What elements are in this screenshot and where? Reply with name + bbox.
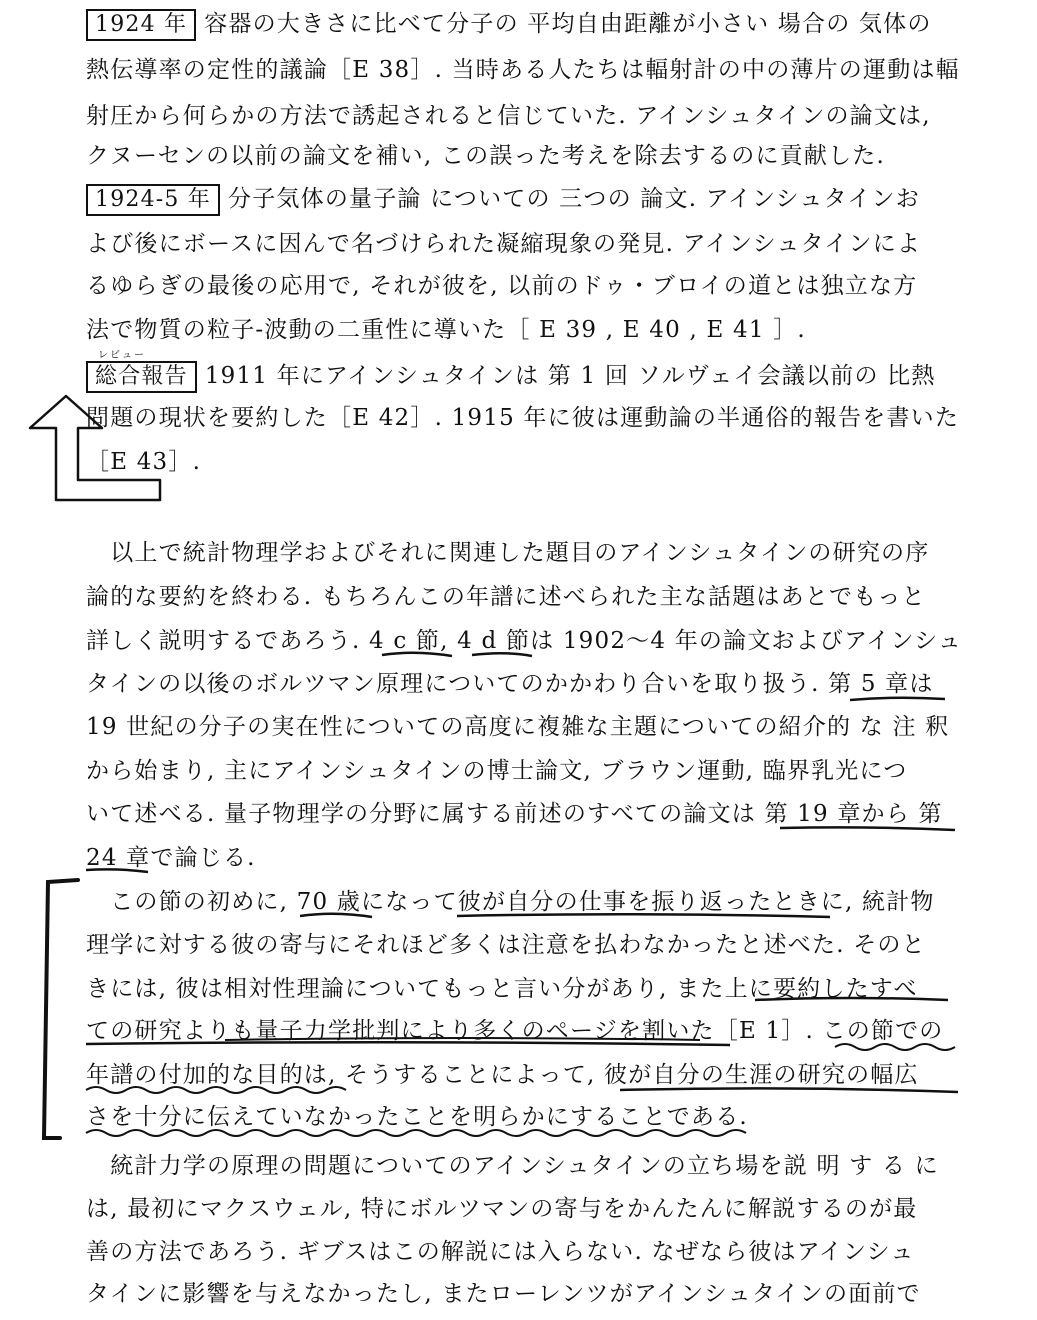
para3-line-2: は, 最初にマクスウェル, 特にボルツマンの寄与をかんたんに解説するのが最: [86, 1196, 918, 1222]
para1-line-5: 19 世紀の分子の実在性についての高度に複雑な主題についての紹介的 な 注 釈: [86, 714, 950, 740]
para1-line-7: いて述べる. 量子物理学の分野に属する前述のすべての論文は 第 19 章から 第: [86, 801, 943, 827]
entry-review-line-2: 問題の現状を要約した［E 42］. 1915 年に彼は運動論の半通俗的報告を書いた: [86, 405, 960, 431]
para2-line-6: さを十分に伝えていなかったことを明らかにすることである.: [86, 1104, 748, 1130]
para1-line-6: から始まり, 主にアインシュタインの博士論文, ブラウン運動, 臨界乳光につ: [86, 758, 908, 784]
para2-line-5: 年譜の付加的な目的は, そうすることによって, 彼が自分の生涯の研究の幅広: [86, 1062, 919, 1088]
entry-1924-line-2: 熱伝導率の定性的議論［E 38］. 当時ある人たちは輻射計の中の薄片の運動は輻: [86, 57, 960, 83]
para1-line-1: 以上で統計物理学およびそれに関連した題目のアインシュタインの研究の序: [86, 540, 930, 566]
entry-review-line-1: レビュー 総合報告 1911 年にアインシュタインは 第 1 回 ソルヴェイ会議以前の 比熱: [86, 360, 966, 393]
entry-1924-5-line-3: るゆらぎの最後の応用で, それが彼を, 以前のドゥ・ブロイの道とは独立な方: [86, 273, 918, 299]
para3-line-1: 統計力学の原理の問題についてのアインシュタインの立ち場を説 明 す る に: [86, 1153, 939, 1179]
entry-1924-line-3: 射圧から何らかの方法で誘起されると信じていた. アインシュタインの論文は,: [86, 103, 931, 129]
para1-line-3: 詳しく説明するであろう. 4 c 節, 4 d 節は 1902〜4 年の論文およびアインシュ: [86, 628, 963, 654]
para3-line-3: 善の方法であろう. ギブスはこの解説には入らない. なぜなら彼はアインシュ: [86, 1239, 915, 1265]
year-label-1924: 1924 年: [86, 9, 196, 41]
para3-line-4: タインに影響を与えなかったし, またローレンツがアインシュタインの面前で: [86, 1281, 921, 1307]
entry-1924-5-line-4: 法で物質の粒子-波動の二重性に導いた［ E 39 , E 40 , E 41 ］.: [86, 317, 806, 343]
para1-line-8: 24 章で論じる.: [86, 845, 256, 871]
review-ruby: レビュー: [98, 350, 146, 361]
left-bracket: [44, 880, 78, 1138]
entry-1924-5-line-2: よび後にボースに因んで名づけられた凝縮現象の発見. アインシュタインによ: [86, 231, 922, 257]
para1-line-2: 論的な要約を終わる. もちろんこの年譜に述べられた主な話題はあとでもっと: [86, 584, 926, 610]
entry-1924-5-line-1: 1924-5 年 分子気体の量子論 についての 三つの 論文. アインシュタインお: [86, 183, 966, 216]
para2-line-2: 理学に対する彼の寄与にそれほど多くは注意を払わなかったと述べた. そのと: [86, 932, 926, 958]
review-label: レビュー 総合報告: [86, 361, 197, 393]
year-label-1924-5: 1924-5 年: [86, 184, 220, 216]
para2-line-4: ての研究よりも量子力学批判により多くのページを割いた［E 1］. この節での: [86, 1018, 944, 1044]
para1-line-4: タインの以後のボルツマン原理についてのかかわり合いを取り扱う. 第 5 章は: [86, 671, 934, 697]
entry-1924-line-1: 1924 年 容器の大きさに比べて分子の 平均自由距離が小さい 場合の 気体の: [86, 8, 966, 41]
para2-line-3: きには, 彼は相対性理論についてもっと言い分があり, また上に要約したすべ: [86, 976, 918, 1002]
entry-1924-line-4: クヌーセンの以前の論文を補い, この誤った考えを除去するのに貢献した.: [86, 143, 886, 169]
entry-review-line-3: ［E 43］.: [86, 449, 202, 475]
para2-line-1: この節の初めに, 70 歳になって彼が自分の仕事を振り返ったときに, 統計物: [86, 889, 935, 915]
